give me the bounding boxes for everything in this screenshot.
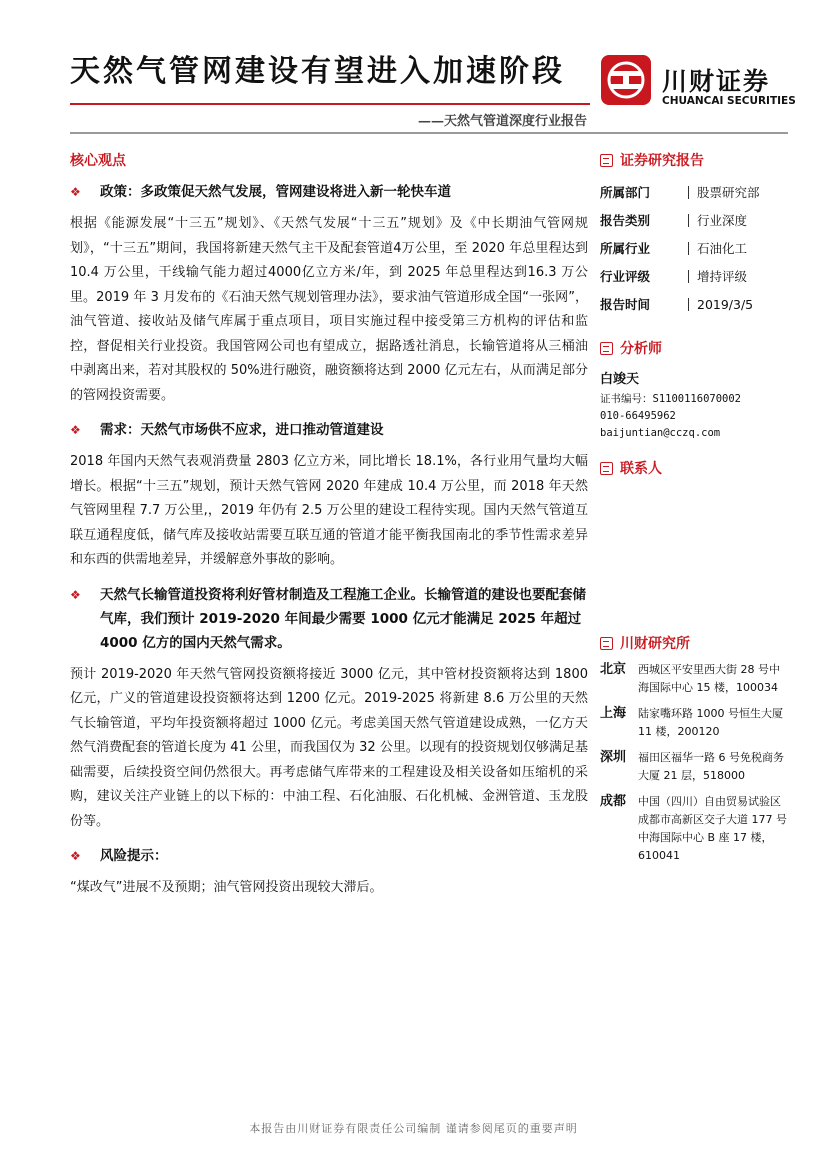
sidebar-contact-heading	[600, 458, 790, 478]
info-label: 所属行业	[600, 241, 651, 256]
office-item	[600, 793, 790, 865]
section-heading-text: 需求：天然气市场供不应求，进口推动管道建设	[100, 422, 384, 438]
sidebar-contact-title: 联系人	[620, 461, 662, 477]
info-row	[600, 234, 790, 262]
analyst-name: 白竣天	[600, 372, 640, 387]
info-value: 增持评级	[688, 270, 747, 283]
section-heading	[70, 180, 588, 204]
report-icon	[600, 154, 613, 167]
section-paragraph: “煤改气”进展不及预期；油气管网投资出现较大滞后。	[70, 880, 383, 895]
info-label: 行业评级	[600, 269, 651, 284]
section-heading-text: 政策：多政策促天然气发展，管网建设将进入新一轮快车道	[100, 184, 451, 200]
sidebar-institute-heading	[600, 633, 790, 653]
office-item	[600, 749, 790, 785]
info-row	[600, 262, 790, 290]
sidebar-report-heading	[600, 150, 790, 170]
section-paragraph: 预计 2019-2020 年天然气管网投资额将接近 3000 亿元，其中管材投资额将达到 1800 亿元，广义的管道建设投资额将达到 1200 亿元。2019-2025 将新建 8.6 万公里的天然气长输管道，平均年投资额将超过 1000 亿元。考虑美国天然气管道建设成熟，一亿方天然气消费配套的管道长度为 41 公里，而我国仅为 32 公里。以现有的投资规划仅够满足基础需要，后续投资空间仍然很大。再考虑储气库带来的工程建设及相关设备如压缩机的采购，建议关注产业链上的以下标的：中油工程、石化油服、石化机械、金洲管道、玉龙股份等。	[70, 666, 588, 829]
office-city: 成都	[600, 794, 627, 809]
sidebar	[600, 150, 790, 873]
report-subtitle: ——天然气管道深度行业报告	[417, 114, 587, 129]
section-heading	[70, 844, 588, 868]
sidebar-institute-title: 川财研究所	[620, 636, 690, 652]
info-row	[600, 290, 790, 318]
sidebar-analyst-title: 分析师	[620, 341, 662, 357]
institute-icon	[600, 637, 613, 650]
sidebar-report-title: 证券研究报告	[620, 153, 704, 169]
office-address: 福田区福华一路 6 号免税商务大厦 21 层，518000	[638, 751, 784, 782]
info-label: 报告类别	[600, 213, 651, 228]
analyst-phone: 010-66495962	[600, 410, 676, 422]
section-demand	[70, 418, 588, 573]
office-address: 西城区平安里西大街 28 号中海国际中心 15 楼，100034	[638, 663, 780, 694]
office-city: 北京	[600, 662, 627, 677]
bullet-diamond-icon: ❖	[70, 185, 81, 199]
brand-logo	[601, 55, 651, 105]
section-heading-text: 天然气长输管道投资将利好管材制造及工程施工企业。长输管道的建设也要配套储气库，我们预计 2019-2020 年间最少需要 1000 亿元才能满足 2025 年超过 4000 亿方的国内天然气需求。	[100, 586, 586, 651]
office-address: 中国（四川）自由贸易试验区成都市高新区交子大道 177 号中海国际中心 B 座 17 楼，610041	[638, 795, 787, 862]
sidebar-analyst-heading	[600, 338, 790, 358]
section-heading	[70, 583, 588, 655]
report-info-list	[600, 178, 790, 318]
brand-name-en: CHUANCAI SECURITIES	[662, 95, 796, 107]
core-views-title: 核心观点	[70, 153, 126, 169]
page-footer: 本报告由川财证券有限责任公司编制 谨请参阅尾页的重要声明	[249, 1122, 578, 1135]
office-list	[600, 661, 790, 865]
section-investment	[70, 583, 588, 835]
info-label: 所属部门	[600, 185, 651, 200]
info-value: 石油化工	[688, 242, 747, 255]
info-value: 2019/3/5	[688, 298, 753, 311]
bullet-diamond-icon: ❖	[70, 587, 81, 602]
office-city: 深圳	[600, 750, 627, 765]
bullet-diamond-icon: ❖	[70, 849, 81, 863]
section-policy	[70, 180, 588, 408]
main-content	[70, 150, 588, 911]
brand-name-cn: 川财证券	[662, 67, 771, 96]
info-row	[600, 206, 790, 234]
section-paragraph: 2018 年国内天然气表观消费量 2803 亿立方米，同比增长 18.1%，各行业用气量均大幅增长。根据“十三五”规划，预计天然气管网 2020 年建成 10.4 万公里，而 2018 年天然气管网里程 7.7 万公里,，2019 年仍有 2.5 万公里的建设工程待实现。国内天然气管道互联互通程度低，储气库及接收站需要互联互通的管道才能平衡我国南北的季节性需求差异和东西的供需地差异，并缓解意外事故的影响。	[70, 454, 588, 567]
info-label: 报告时间	[600, 297, 651, 312]
report-title: 天然气管网建设有望进入加速阶段	[70, 54, 565, 89]
title-underline	[70, 103, 590, 105]
analyst-icon	[600, 342, 613, 355]
header-divider	[70, 132, 788, 134]
office-address: 陆家嘴环路 1000 号恒生大厦 11 楼，200120	[638, 707, 783, 738]
office-city: 上海	[600, 706, 627, 721]
office-item	[600, 661, 790, 697]
office-item	[600, 705, 790, 741]
info-value: 行业深度	[688, 214, 747, 227]
section-heading-text: 风险提示：	[100, 848, 168, 864]
section-risk	[70, 844, 588, 901]
info-value: 股票研究部	[688, 186, 760, 199]
bullet-diamond-icon: ❖	[70, 423, 81, 437]
section-heading	[70, 418, 588, 442]
brand-logo-icon	[601, 55, 651, 105]
info-row	[600, 178, 790, 206]
contact-icon	[600, 462, 613, 475]
section-paragraph: 根据《能源发展“十三五”规划》、《天然气发展“十三五”规划》及《中长期油气管网规划》，“十三五”期间，我国将新建天然气主干及配套管道4万公里，至 2020 年总里程达到 10.4 万公里，干线输气能力超过4000亿立方米/年，到 2025 年总里程达到16.3 万公里。2019 年 3 月发布的《石油天然气规划管理办法》，要求油气管道形成全国“一张网”，油气管道、接收站及储气库属于重点项目，项目实施过程中接受第三方机构的评估和监控，督促相关行业投资。我国管网公司也有望成立，据路透社消息，长输管道将从三桶油中剥离出来，若对其股权的 50%进行融资，融资额将达到 2000 亿元左右，从而满足部分的管网投资需要。	[70, 216, 588, 403]
analyst-certificate: 证书编号：S1100116070002	[600, 393, 742, 405]
analyst-email[interactable]: baijuntian@cczq.com	[600, 427, 721, 439]
